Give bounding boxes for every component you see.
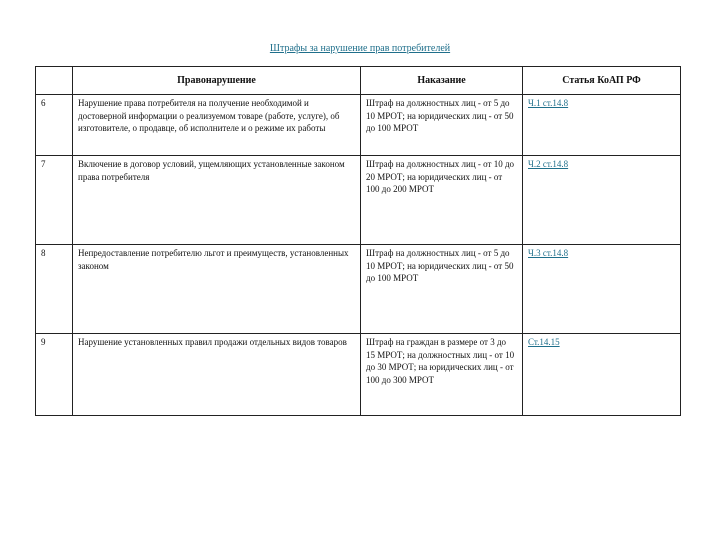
row-offense: Непредоставление потребителю льгот и преимуществ, установленных законом	[73, 245, 361, 334]
row-penalty: Штраф на должностных лиц - от 10 до 20 МРОТ; на юридических лиц - от 100 до 200 МРОТ	[361, 156, 523, 245]
row-article	[523, 245, 681, 334]
article-link[interactable]: Ст.14.15	[528, 337, 560, 347]
row-article	[523, 334, 681, 416]
row-offense: Нарушение права потребителя на получение необходимой и достоверной информации о реализуемом товаре (работе, услуге), об изготовителе, о продавце, об исполнителе и о режиме их работы	[73, 95, 361, 156]
row-number: 9	[36, 334, 73, 416]
header-offense: Правонарушение	[73, 67, 361, 95]
row-number: 8	[36, 245, 73, 334]
row-penalty: Штраф на граждан в размере от 3 до 15 МРОТ; на должностных лиц - от 10 до 30 МРОТ; на юридических лиц - от 100 до 300 МРОТ	[361, 334, 523, 416]
page-title[interactable]	[0, 43, 720, 54]
table-row	[36, 334, 681, 416]
page-title-link[interactable]: Штрафы за нарушение прав потребителей	[269, 43, 451, 54]
row-offense: Нарушение установленных правил продажи отдельных видов товаров	[73, 334, 361, 416]
table-row	[36, 156, 681, 245]
article-link[interactable]: Ч.1 ст.14.8	[528, 98, 569, 108]
fines-table	[35, 66, 681, 416]
row-number: 7	[36, 156, 73, 245]
row-number: 6	[36, 95, 73, 156]
header-article: Статья КоАП РФ	[523, 67, 681, 95]
article-link[interactable]: Ч.3 ст.14.8	[528, 248, 569, 258]
header-penalty: Наказание	[361, 67, 523, 95]
row-penalty: Штраф на должностных лиц - от 5 до 10 МРОТ; на юридических лиц - от 50 до 100 МРОТ	[361, 245, 523, 334]
table-row	[36, 245, 681, 334]
header-number	[36, 67, 73, 95]
row-article	[523, 95, 681, 156]
table-header-row	[36, 67, 681, 95]
article-link[interactable]: Ч.2 ст.14.8	[528, 159, 569, 169]
row-offense: Включение в договор условий, ущемляющих установленные законом права потребителя	[73, 156, 361, 245]
row-article	[523, 156, 681, 245]
row-penalty: Штраф на должностных лиц - от 5 до 10 МРОТ; на юридических лиц - от 50 до 100 МРОТ	[361, 95, 523, 156]
table-row	[36, 95, 681, 156]
